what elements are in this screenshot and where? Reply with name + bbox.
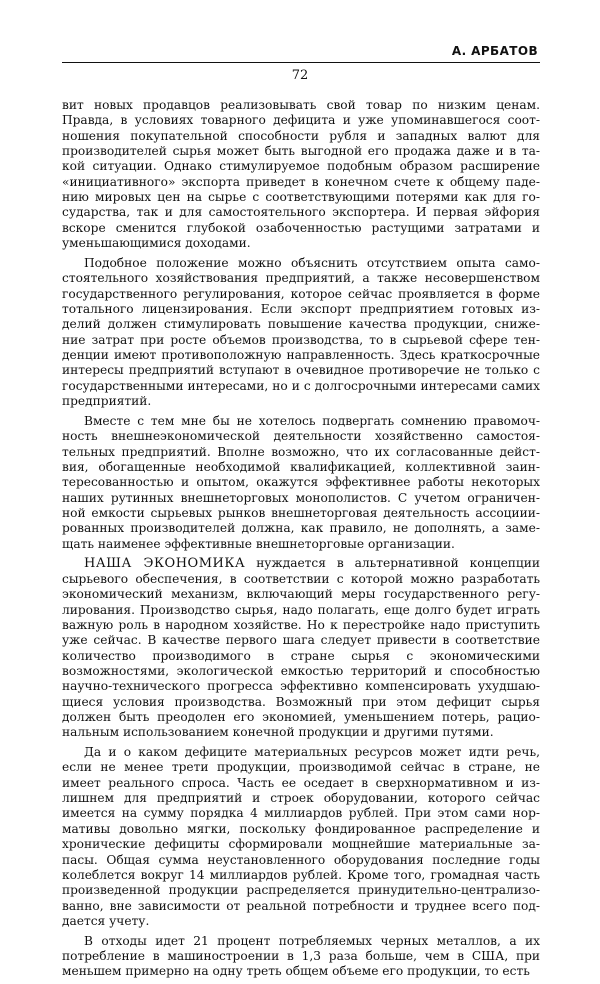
- paragraph: Вместе с тем мне бы не хотелось подвергать сомнению правомочность внешнеэкономической деятельности хозяйственно самостоятельных предприятий. Вполне возможно, что их согласованные действия, обогащенные необходимой квалификацией, коллективной заинтересованностью и опытом, окажутся эффективнее работы некоторых наших рутинных внешнеторговых монополистов. С учетом ограниченной емкости сырьевых рынков внешнеторговая деятельность ассоцииированных производителей должна, как правило, не дополнять, а замещать наименее эффективные внешнеторговые организации.: [62, 413, 540, 551]
- paragraph-text: нуждается в альтернативной концепции сырьевого обеспечения, в соответствии с которой можно разработать экономический механизм, включающий меры государственного регулирования. Производство сырья, надо полагать, еще долго будет играть важную роль в народном хозяйстве. Но к перестройке надо приступить уже сейчас. В качестве первого шага следует привести в соответствие количество производимого в стране сырья с экономическими возможностями, экологической емкостью территорий и способностью научно-технического прогресса эффективно компенсировать ухудшающиеся условия производства. Возможный при этом дефицит сырья должен быть преодолен его экономией, уменьшением потерь, рациональным использованием конечной продукции и другими путями.: [62, 556, 540, 740]
- header-rule: [62, 62, 540, 63]
- paragraph-section-start: [62, 556, 540, 740]
- paragraph: вит новых продавцов реализовывать свой товар по низким ценам. Правда, в условиях товарного дефицита и уже упоминавшегося соотношения покупательной способности рубля и западных валют для производителей сырья может быть выгодной его продажа даже и в такой ситуации. Однако стимулируемое подобным образом расширение «инициативного» экспорта приведет в конечном счете к общему падению мировых цен на сырье с соответствующими потерями как для государства, так и для самостоятельного экспортера. И первая эйфория вскоре сменится глубокой озабоченностью растущими затратами и уменьшающимися доходами.: [62, 98, 540, 251]
- section-lead-caps: НАША ЭКОНОМИКА: [84, 556, 246, 572]
- paragraph: В отходы идет 21 процент потребляемых черных металлов, а их потребление в машиностроении в 1,3 раза больше, чем в США, при меньшем примерно на одну треть общем объеме его продукции, то есть: [62, 933, 540, 979]
- page-number: 72: [291, 68, 309, 83]
- paragraph: Да и о каком дефиците материальных ресурсов может идти речь, если не менее трети продукции, производимой сейчас в стране, не имеет реального спроса. Часть ее оседает в сверхнормативном и излишнем для предприятий и строек оборудовании, которого сейчас имеется на сумму порядка 4 миллиардов рублей. При этом сами нормативы довольно мягки, поскольку фондированное распределение и хронические дефициты сформировали мощнейшие материальные запасы. Общая сумма неустановленного оборудования последние годы колеблется вокруг 14 миллиардов рублей. Кроме того, громадная часть произведенной продукции распределяется принудительно-централизованно, вне зависимости от реальной потребности и труднее всего поддается учету.: [62, 745, 540, 928]
- paragraph: Подобное положение можно объяснить отсутствием опыта самостоятельного хозяйствования предприятий, а также несовершенством государственного регулирования, которое сейчас проявляется в форме тотального лицензирования. Если экспорт предприятием готовых изделий должен стимулировать повышение качества продукции, снижение затрат при росте объемов производства, то в сырьевой сфере тенденции имеют противоположную направленность. Здесь краткосрочные интересы предприятий вступают в очевидное противоречие не только с государственными интересами, но и с долгосрочными интересами самих предприятий.: [62, 255, 540, 409]
- running-head-author: А. АРБАТОВ: [451, 44, 538, 58]
- body-text: [62, 98, 540, 984]
